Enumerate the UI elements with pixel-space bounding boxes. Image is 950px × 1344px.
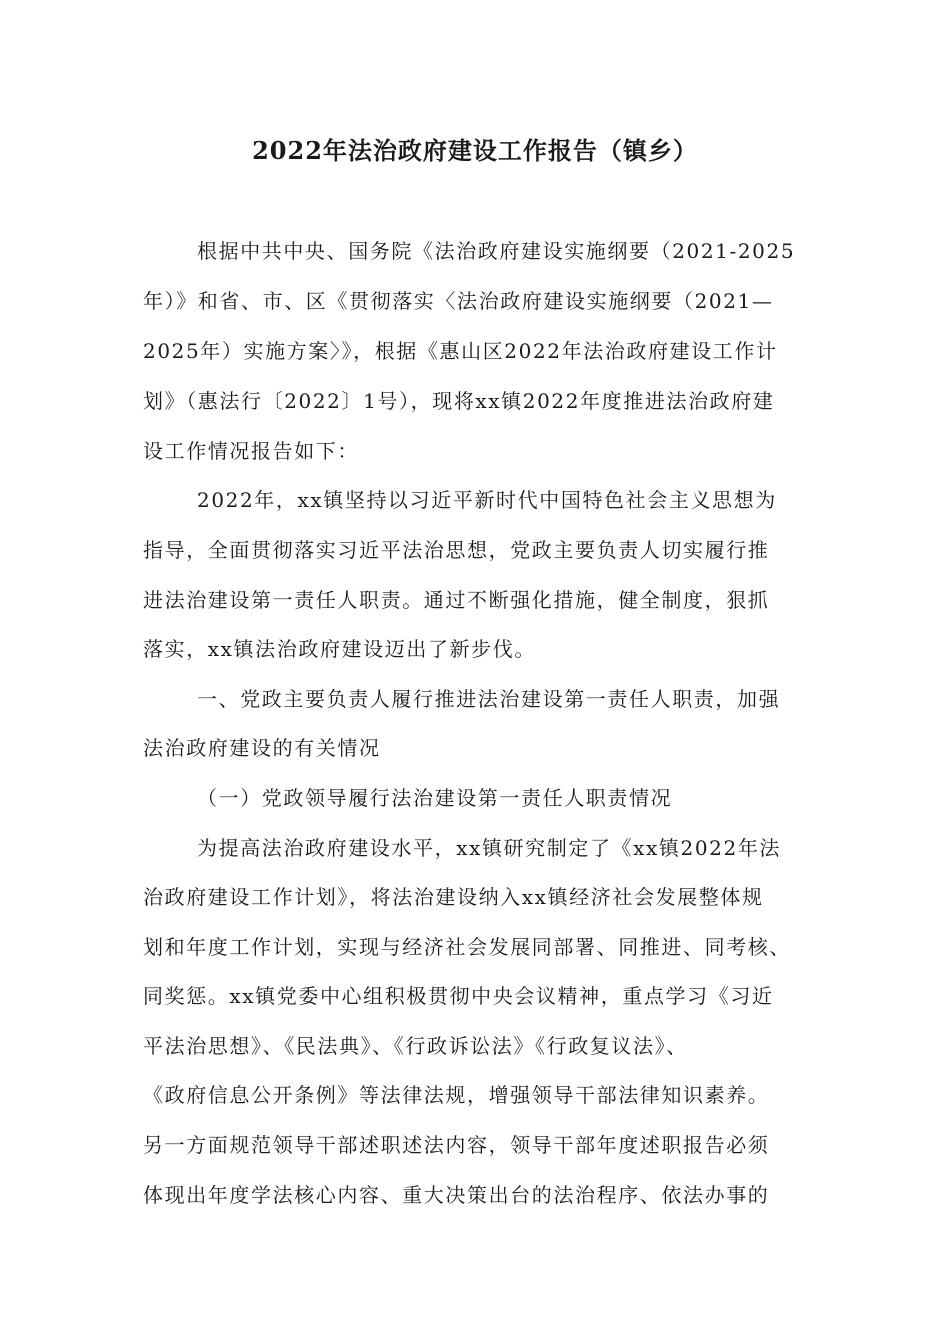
paragraph-line: 另一方面规范领导干部述职述法内容，领导干部年度述职报告必须 — [143, 1133, 770, 1157]
section-heading-line: 法治政府建设的有关情况 — [143, 736, 381, 760]
section-heading-line: 一、党政主要负责人履行推进法治建设第一责任人职责，加强 — [197, 687, 781, 711]
paragraph-line: 《政府信息公开条例》等法律法规，增强领导干部法律知识素养。 — [143, 1083, 770, 1107]
paragraph-line: 2025年）实施方案〉》，根据《惠山区2022年法治政府建设工作计 — [143, 339, 778, 363]
document-title: 2022年法治政府建设工作报告（镇乡） — [252, 136, 698, 165]
paragraph-line: 进法治建设第一责任人职责。通过不断强化措施，健全制度，狠抓 — [143, 588, 770, 612]
paragraph-line: 为提高法治政府建设水平，xx镇研究制定了《xx镇2022年法 — [197, 836, 782, 860]
paragraph-line: 落实，xx镇法治政府建设迈出了新步伐。 — [143, 637, 536, 661]
paragraph-line: 同奖惩。xx镇党委中心组积极贯彻中央会议精神，重点学习《习近 — [143, 984, 774, 1008]
paragraph-line: 划》（惠法行〔2022〕1号），现将xx镇2022年度推进法治政府建 — [143, 389, 775, 413]
paragraph-line: 2022年，xx镇坚持以习近平新时代中国特色社会主义思想为 — [197, 488, 777, 512]
paragraph-line: 年）》和省、市、区《贯彻落实〈法治政府建设实施纲要（2021— — [143, 289, 774, 313]
paragraph-line: 划和年度工作计划，实现与经济社会发展同部署、同推进、同考核、 — [143, 935, 791, 959]
paragraph-line: 治政府建设工作计划》，将法治建设纳入xx镇经济社会发展整体规 — [143, 885, 764, 909]
subsection-heading: （一）党政领导履行法治建设第一责任人职责情况 — [197, 786, 673, 810]
paragraph-line: 指导，全面贯彻落实习近平法治思想，党政主要负责人切实履行推 — [143, 538, 770, 562]
paragraph-line: 体现出年度学法核心内容、重大决策出台的法治程序、依法办事的 — [143, 1183, 770, 1207]
paragraph-line: 根据中共中央、国务院《法治政府建设实施纲要（2021-2025 — [197, 239, 796, 263]
paragraph-line: 平法治思想》、《民法典》、《行政诉讼法》《行政复议法》、 — [143, 1034, 688, 1058]
paragraph-line: 设工作情况报告如下： — [143, 439, 359, 463]
